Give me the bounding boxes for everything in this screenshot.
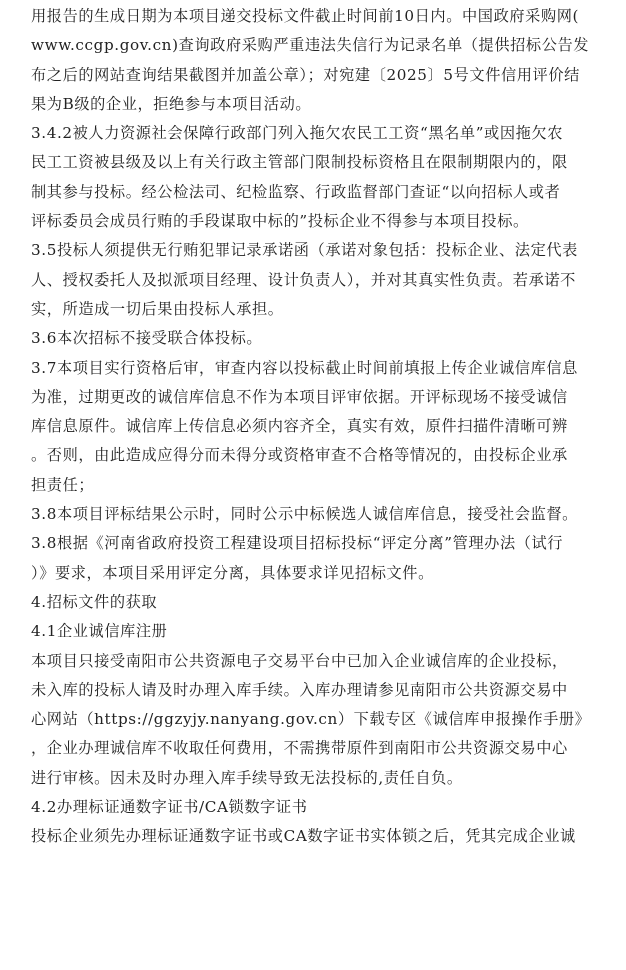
text-line: 实，所造成一切后果由投标人承担。 — [31, 299, 284, 318]
section-4-2-heading: 4.2办理标证通数字证书/CA锁数字证书 — [31, 798, 308, 817]
section-3-8-line: 3.8根据《河南省政府投资工程建设项目招标投标“评定分离”管理办法（试行 — [31, 534, 564, 553]
section-3-7-line: 3.7本项目实行资格后审，审查内容以投标截止时间前填报上传企业诚信库信息 — [31, 358, 578, 377]
text-line: 为准，过期更改的诚信库信息不作为本项目评审依据。开评标现场不接受诚信 — [31, 387, 568, 406]
text-line: ）》要求，本项目采用评定分离，具体要求详见招标文件。 — [31, 563, 434, 582]
text-line: 民工工资被县级及以上有关行政主管部门限制投标资格且在限制期限内的，限 — [31, 153, 568, 172]
text-line: 评标委员会成员行贿的手段谋取中标的”投标企业不得参与本项目投标。 — [31, 212, 529, 231]
section-4-1-heading: 4.1企业诚信库注册 — [31, 622, 168, 641]
text-line: 布之后的网站查询结果截图并加盖公章）；对宛建〔2025〕5号文件信用评价结 — [31, 65, 580, 84]
text-line: 库信息原件。诚信库上传信息必须内容齐全，真实有效，原件扫描件清晰可辨 — [31, 417, 568, 436]
text-line: 未入库的投标人请及时办理入库手续。入库办理请参见南阳市公共资源交易中 — [31, 680, 568, 699]
document-page — [0, 2, 626, 970]
text-line: 用报告的生成日期为本项目递交投标文件截止时间前10日内。中国政府采购网( — [31, 7, 580, 25]
text-line: 本项目只接受南阳市公共资源电子交易平台中已加入企业诚信库的企业投标， — [31, 651, 568, 670]
text-line: 。否则，由此造成应得分而未得分或资格审查不合格等情况的，由投标企业承 — [31, 446, 568, 465]
section-4-heading: 4.招标文件的获取 — [31, 592, 158, 611]
text-line: ，企业办理诚信库不收取任何费用，不需携带原件到南阳市公共资源交易中心 — [31, 739, 568, 758]
text-line: 果为B级的企业，拒绝参与本项目活动。 — [31, 94, 312, 113]
text-line: www.ccgp.gov.cn)查询政府采购严重违法失信行为记录名单（提供招标公告发 — [31, 36, 590, 55]
section-3-5-line: 3.5投标人须提供无行贿犯罪记录承诺函（承诺对象包括：投标企业、法定代表 — [31, 241, 578, 260]
section-3-8-line: 3.8本项目评标结果公示时，同时公示中标候选人诚信库信息，接受社会监督。 — [31, 505, 578, 524]
section-3-4-2-line: 3.4.2被人力资源社会保障行政部门列入拖欠农民工工资“黑名单”或因拖欠农 — [31, 124, 563, 143]
text-line: 投标企业须先办理标证通数字证书或CA数字证书实体锁之后，凭其完成企业诚 — [31, 827, 576, 846]
text-line: 人、授权委托人及拟派项目经理、设计负责人），并对其真实性负责。若承诺不 — [31, 270, 576, 289]
text-line: 制其参与投标。经公检法司、纪检监察、行政监督部门查证“以向招标人或者 — [31, 182, 561, 201]
text-line: 进行审核。因未及时办理入库手续导致无法投标的,责任自负。 — [31, 768, 463, 787]
text-line: 心网站（https://ggzyjy.nanyang.gov.cn）下载专区《诚信库申报操作手册》 — [31, 710, 591, 729]
section-3-6-line: 3.6本次招标不接受联合体投标。 — [31, 329, 263, 348]
text-line: 担责任； — [31, 475, 95, 494]
